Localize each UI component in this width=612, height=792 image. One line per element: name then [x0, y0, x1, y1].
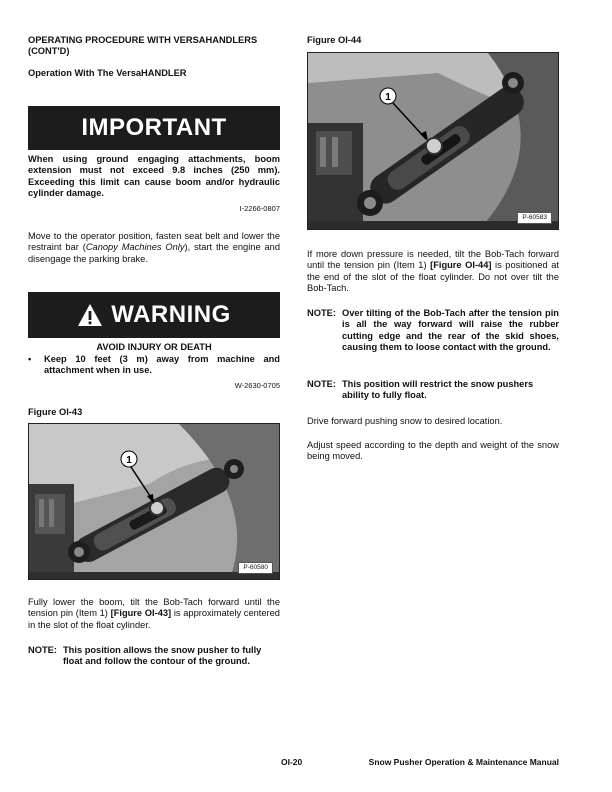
subheading: Operation With The VersaHANDLER: [28, 68, 187, 78]
warning-subtitle: AVOID INJURY OR DEATH: [96, 342, 212, 352]
note-over-tilting: [307, 308, 559, 354]
figure-43-caption: Figure OI-43: [28, 407, 83, 417]
note-text: This position will restrict the snow pushers ability to fully float.: [342, 379, 534, 401]
important-text: When using ground engaging attachments, boom extension must not exceed 9.8 inches (250 mm). Exceeding this limit can cause boom and/or hydraulic cylinder damage.: [28, 154, 280, 199]
figure-44-photo: [307, 52, 559, 230]
figure-43-photo: [28, 423, 280, 580]
figure-44-caption: Figure OI-44: [307, 35, 362, 45]
figure-44-photo-id: P-60583: [517, 212, 552, 224]
paragraph-start-engine: Move to the operator position, fasten seat belt and lower the restraint bar (Canopy Machines Only), start the engine and disengage the parking brake.: [28, 231, 280, 264]
note-label: NOTE:: [307, 379, 336, 389]
section-heading: OPERATING PROCEDURE WITH VERSAHANDLERS (CONT'D): [28, 35, 258, 57]
warning-bullet-text: Keep 10 feet (3 m) away from machine and attachment when in use.: [44, 354, 280, 376]
figure-43-callout: 1: [126, 455, 132, 466]
note-label: NOTE:: [28, 645, 57, 655]
paragraph-down-pressure: If more down pressure is needed, tilt the Bob-Tach forward until the tension pin (Item 1) [Figure OI-44] is positioned at the end of the slot of the float cylinder. Do not over tilt the Bob-Tach.: [307, 249, 559, 294]
note-label: NOTE:: [307, 308, 336, 318]
warning-banner: [28, 292, 280, 338]
figure-43-photo-id: P-60580: [238, 562, 273, 574]
note-full-float: [28, 645, 280, 668]
warning-triangle-icon: [77, 303, 103, 327]
bullet-glyph: •: [28, 354, 32, 364]
paragraph-adjust-speed: Adjust speed according to the depth and weight of the snow being moved.: [307, 440, 559, 462]
note-text: Over tilting of the Bob-Tach after the tension pin is all the way forward will raise the rubber cutting edge and the rear of the skid shoes, causing them to loose contact with the ground.: [342, 308, 559, 353]
warning-title: WARNING: [111, 301, 231, 328]
paragraph-lower-boom: Fully lower the boom, tilt the Bob-Tach forward until the tension pin (Item 1) [Figure OI-43] is approximately centered in the slot of the float cylinder.: [28, 597, 280, 630]
page-number: OI-20: [281, 757, 303, 767]
important-code: I-2266-0807: [239, 204, 280, 213]
warning-bullet: [28, 354, 280, 377]
important-title: IMPORTANT: [81, 114, 227, 141]
important-banner: [28, 106, 280, 150]
warning-code: W-2630-0705: [234, 381, 280, 390]
manual-title: Snow Pusher Operation & Maintenance Manual: [368, 757, 559, 767]
paragraph-drive-forward: Drive forward pushing snow to desired location.: [307, 416, 503, 426]
note-text: This position allows the snow pusher to fully float and follow the contour of the ground.: [63, 645, 262, 667]
note-restrict-float: [307, 379, 559, 402]
figure-44-callout: 1: [385, 92, 391, 103]
